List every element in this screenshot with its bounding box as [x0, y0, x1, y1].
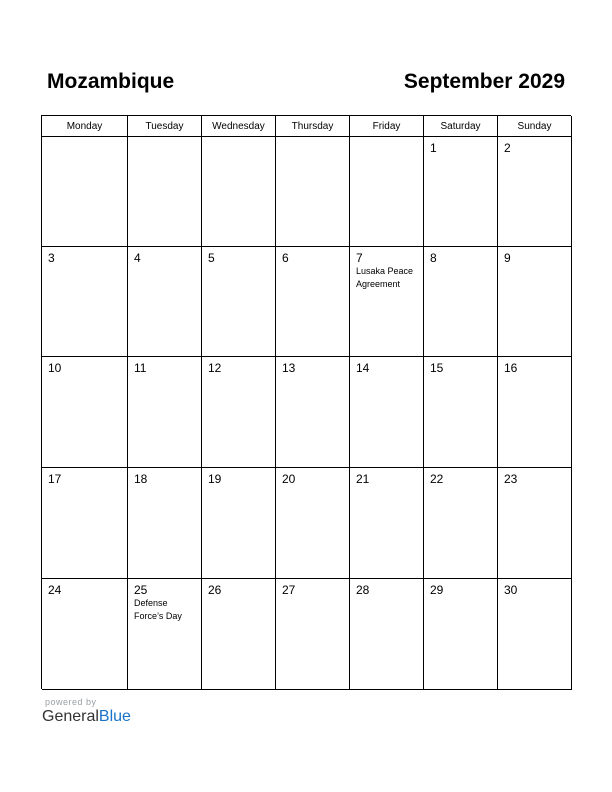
- day-number: 17: [48, 472, 62, 486]
- day-number: 28: [356, 583, 370, 597]
- day-cell: [498, 468, 572, 579]
- weekday-header: Sunday: [498, 116, 572, 137]
- day-cell: [424, 579, 498, 690]
- powered-by-label: powered by: [45, 697, 97, 707]
- weekday-header: Wednesday: [202, 116, 276, 137]
- day-cell: [202, 468, 276, 579]
- day-cell: [276, 247, 350, 357]
- day-cell: [42, 357, 128, 468]
- day-cell: [128, 357, 202, 468]
- day-cell: [42, 468, 128, 579]
- weekday-header: Friday: [350, 116, 424, 137]
- country-title: Mozambique: [47, 70, 175, 93]
- day-number: 21: [356, 472, 370, 486]
- day-number: 25: [134, 583, 148, 597]
- day-cell: [42, 137, 128, 247]
- day-cell: [276, 579, 350, 690]
- day-number: 10: [48, 361, 62, 375]
- month-title: September 2029: [403, 70, 565, 93]
- day-number: 30: [504, 583, 518, 597]
- day-cell: [498, 247, 572, 357]
- day-number: 16: [504, 361, 518, 375]
- day-cell: [202, 137, 276, 247]
- day-cell: [276, 357, 350, 468]
- day-number: 26: [208, 583, 222, 597]
- day-number: 13: [282, 361, 296, 375]
- day-number: 29: [430, 583, 444, 597]
- day-cell: [424, 468, 498, 579]
- day-cell: [42, 579, 128, 690]
- brand-blue: Blue: [98, 708, 131, 725]
- holiday-label: Lusaka Peace Agreement: [356, 266, 414, 289]
- day-cell: [350, 247, 424, 357]
- generalblue-logo[interactable]: [42, 708, 131, 726]
- weekday-header: Tuesday: [128, 116, 202, 137]
- weekday-header: Thursday: [276, 116, 350, 137]
- weekday-header: Saturday: [424, 116, 498, 137]
- day-number: 19: [208, 472, 222, 486]
- day-number: 11: [134, 361, 147, 375]
- day-number: 1: [430, 141, 437, 155]
- day-number: 14: [356, 361, 370, 375]
- day-cell: [424, 247, 498, 357]
- day-number: 22: [430, 472, 444, 486]
- day-cell: [424, 137, 498, 247]
- day-cell: [276, 137, 350, 247]
- day-number: 7: [356, 251, 363, 265]
- day-number: 18: [134, 472, 148, 486]
- day-cell: [202, 357, 276, 468]
- day-number: 4: [134, 251, 141, 265]
- day-cell: [350, 468, 424, 579]
- day-cell: [498, 137, 572, 247]
- day-cell: [202, 579, 276, 690]
- day-cell: [350, 357, 424, 468]
- brand-general: General: [42, 708, 99, 725]
- day-number: 6: [282, 251, 289, 265]
- day-number: 5: [208, 251, 215, 265]
- day-cell: [276, 468, 350, 579]
- day-number: 8: [430, 251, 437, 265]
- day-number: 23: [504, 472, 518, 486]
- day-number: 24: [48, 583, 62, 597]
- day-number: 27: [282, 583, 296, 597]
- day-cell: [350, 137, 424, 247]
- day-number: 3: [48, 251, 55, 265]
- day-cell: [128, 579, 202, 690]
- day-cell: [424, 357, 498, 468]
- day-number: 12: [208, 361, 222, 375]
- weekday-header: Monday: [42, 116, 128, 137]
- day-cell: [128, 468, 202, 579]
- day-cell: [128, 137, 202, 247]
- day-number: 2: [504, 141, 511, 155]
- day-cell: [350, 579, 424, 690]
- calendar-grid: [41, 115, 571, 689]
- day-cell: [202, 247, 276, 357]
- day-cell: [128, 247, 202, 357]
- day-cell: [498, 579, 572, 690]
- day-number: 9: [504, 251, 511, 265]
- day-number: 15: [430, 361, 444, 375]
- day-number: 20: [282, 472, 296, 486]
- day-cell: [498, 357, 572, 468]
- holiday-label: Defense Force’s Day: [134, 598, 182, 621]
- day-cell: [42, 247, 128, 357]
